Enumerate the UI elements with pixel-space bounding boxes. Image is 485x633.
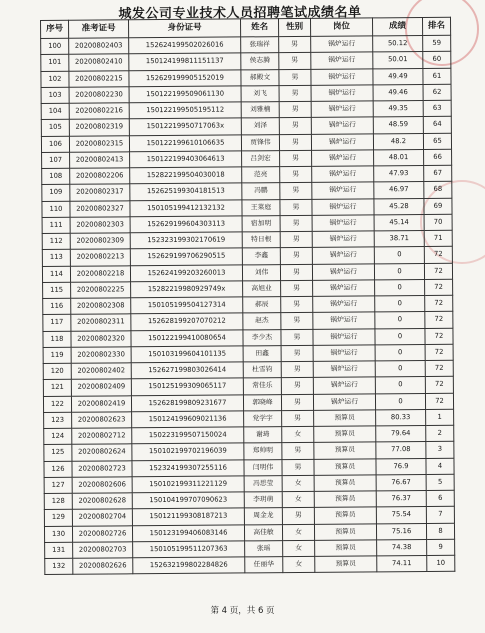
row-rank: 72 (424, 247, 452, 263)
row-exam-number: 20200802402 (71, 363, 131, 380)
row-post: 锅炉运行 (313, 312, 375, 329)
row-rank: 6 (426, 490, 454, 506)
row-name: 吕剑宏 (242, 150, 280, 167)
row-seq: 132 (45, 558, 73, 574)
row-exam-number: 20200802311 (71, 314, 131, 331)
row-rank: 8 (426, 523, 454, 539)
row-exam-number: 20200802413 (70, 152, 130, 169)
row-gender: 男 (281, 280, 313, 297)
row-gender: 男 (281, 313, 313, 330)
row-id-number: 152628199809231677 (131, 394, 243, 411)
row-id-number: 150124199811151137 (129, 53, 241, 70)
row-name: 范亮 (242, 167, 280, 184)
row-rank: 72 (425, 360, 453, 376)
row-gender: 男 (279, 134, 311, 151)
row-gender: 男 (282, 410, 314, 427)
row-name: 王菜庭 (242, 199, 280, 216)
row-id-number: 152624199502026016 (129, 37, 241, 54)
row-gender: 男 (279, 118, 311, 135)
row-gender: 女 (282, 426, 314, 443)
row-post: 锅炉运行 (312, 231, 374, 248)
row-exam-number: 20200802726 (72, 525, 132, 542)
row-rank: 72 (425, 344, 453, 360)
row-exam-number: 20200802319 (69, 119, 129, 136)
row-gender: 男 (282, 459, 314, 476)
row-id-number: 150105199504127314 (131, 297, 243, 314)
row-name: 赵杰 (243, 313, 281, 330)
row-id-number: 152629199604303113 (130, 216, 242, 233)
row-rank: 68 (424, 182, 452, 198)
row-gender: 男 (281, 296, 313, 313)
row-score: 49.46 (373, 84, 423, 101)
row-score: 0 (375, 312, 425, 329)
row-name: 刘伟 (242, 264, 280, 281)
row-seq: 118 (43, 331, 71, 347)
row-post: 预算员 (315, 540, 377, 557)
row-exam-number: 20200802606 (72, 477, 132, 494)
row-post: 锅炉运行 (313, 393, 375, 410)
row-gender: 女 (282, 475, 314, 492)
row-score: 49.35 (373, 100, 423, 117)
row-seq: 125 (44, 445, 72, 461)
row-id-number: 15282219980929749x (131, 281, 243, 298)
row-score: 76.9 (376, 458, 426, 475)
row-score: 76.67 (376, 474, 426, 491)
row-seq: 126 (44, 461, 72, 477)
row-post: 预算员 (314, 475, 376, 492)
row-score: 75.16 (376, 523, 426, 540)
row-seq: 109 (42, 185, 70, 201)
row-rank: 72 (425, 295, 453, 311)
row-id-number: 150103199604101135 (131, 346, 243, 363)
row-exam-number: 20200802215 (69, 70, 129, 87)
row-post: 预算员 (314, 507, 376, 524)
row-post: 锅炉运行 (312, 166, 374, 183)
row-seq: 112 (42, 233, 70, 249)
row-post: 锅炉运行 (311, 52, 373, 69)
row-post: 锅炉运行 (312, 198, 374, 215)
row-name: 李少杰 (243, 329, 281, 346)
row-name: 高旭业 (243, 280, 281, 297)
row-post: 锅炉运行 (311, 36, 373, 53)
row-id-number: 150104199707090623 (132, 492, 244, 509)
row-name: 刘飞 (241, 85, 279, 102)
row-score: 79.64 (376, 425, 426, 442)
row-id-number: 150223199507150024 (132, 427, 244, 444)
row-seq: 104 (41, 103, 69, 119)
row-score: 74.11 (377, 555, 427, 572)
row-rank: 1 (426, 409, 454, 425)
row-name: 郭晓峰 (243, 394, 281, 411)
row-name: 刘泽 (241, 118, 279, 135)
table-row (45, 555, 455, 574)
header-name: 姓名 (240, 19, 278, 37)
row-id-number: 150105199412132132 (130, 199, 242, 216)
row-seq: 119 (43, 347, 71, 363)
row-exam-number: 20200802216 (69, 103, 129, 120)
row-rank: 72 (425, 312, 453, 328)
row-exam-number: 20200802628 (72, 493, 132, 510)
row-exam-number: 20200802225 (71, 282, 131, 299)
row-seq: 117 (43, 315, 71, 331)
row-gender: 男 (282, 443, 314, 460)
row-gender: 男 (281, 394, 313, 411)
row-seq: 110 (42, 201, 70, 217)
row-name: 谢琦 (244, 427, 282, 444)
row-score: 0 (375, 295, 425, 312)
row-seq: 116 (43, 298, 71, 314)
row-name: 张瑶 (245, 540, 283, 557)
row-gender: 女 (283, 540, 315, 557)
row-id-number: 150122199610106635 (129, 134, 241, 151)
score-table (40, 17, 455, 575)
row-seq: 124 (44, 428, 72, 444)
row-id-number: 150125199309065117 (131, 378, 243, 395)
row-rank: 72 (425, 279, 453, 295)
row-rank: 63 (423, 100, 451, 116)
row-seq: 103 (41, 87, 69, 103)
row-post: 预算员 (314, 491, 376, 508)
row-score: 74.38 (377, 539, 427, 556)
row-seq: 111 (42, 217, 70, 233)
row-name: 李鑫 (242, 248, 280, 265)
row-score: 50.12 (373, 35, 423, 52)
row-gender: 男 (279, 53, 311, 70)
row-post: 锅炉运行 (313, 361, 375, 378)
row-post: 锅炉运行 (311, 133, 373, 150)
row-id-number: 150123199406083146 (132, 524, 244, 541)
row-name: 郝殿文 (241, 69, 279, 86)
row-id-number: 152822199504030018 (130, 167, 242, 184)
row-score: 80.33 (376, 409, 426, 426)
row-post: 锅炉运行 (313, 345, 375, 362)
row-rank: 69 (424, 198, 452, 214)
row-score: 0 (375, 279, 425, 296)
row-name: 闫明伟 (244, 459, 282, 476)
row-gender: 男 (281, 361, 313, 378)
row-gender: 女 (283, 556, 315, 573)
row-gender: 男 (279, 69, 311, 86)
row-score: 75.54 (376, 507, 426, 524)
row-id-number: 150122199505195112 (129, 102, 241, 119)
row-id-number: 150105199511207363 (133, 541, 245, 558)
row-rank: 66 (424, 149, 452, 165)
row-gender: 男 (280, 231, 312, 248)
row-seq: 128 (44, 493, 72, 509)
row-score: 0 (375, 328, 425, 345)
row-exam-number: 20200802624 (72, 444, 132, 461)
row-post: 预算员 (314, 442, 376, 459)
row-id-number: 152323199302170619 (130, 232, 242, 249)
header-seq: 序号 (41, 20, 69, 38)
row-score: 0 (375, 344, 425, 361)
row-post: 预算员 (315, 556, 377, 573)
row-score: 47.93 (374, 165, 424, 182)
row-id-number: 152625199304181513 (130, 183, 242, 200)
row-name: 刘雅楠 (241, 102, 279, 119)
row-post: 锅炉运行 (312, 150, 374, 167)
row-post: 锅炉运行 (313, 280, 375, 297)
row-seq: 114 (42, 266, 70, 282)
row-id-number: 152627199803026414 (131, 362, 243, 379)
row-name: 郝辰 (243, 297, 281, 314)
row-rank: 61 (423, 68, 451, 84)
row-gender: 男 (281, 378, 313, 395)
row-exam-number: 20200802403 (69, 38, 129, 55)
row-score: 48.01 (374, 149, 424, 166)
row-score: 0 (375, 377, 425, 394)
row-exam-number: 20200802419 (71, 395, 131, 412)
page-footer: 第 4 页，共 6 页 (210, 606, 275, 616)
row-gender: 女 (282, 524, 314, 541)
row-gender: 男 (279, 101, 311, 118)
row-rank: 62 (423, 84, 451, 100)
row-gender: 女 (282, 491, 314, 508)
header-id-number: 身份证号 (129, 19, 241, 38)
row-score: 0 (375, 393, 425, 410)
row-name: 田鑫 (243, 345, 281, 362)
row-score: 0 (374, 263, 424, 280)
row-id-number: 150121199308187213 (132, 508, 244, 525)
row-name: 李玥萌 (244, 492, 282, 509)
row-exam-number: 20200802213 (70, 249, 130, 266)
row-id-number: 15012219950717063x (129, 118, 241, 135)
row-id-number: 150122199509061130 (129, 86, 241, 103)
row-rank: 4 (426, 458, 454, 474)
row-id-number: 150122199410080654 (131, 329, 243, 346)
row-exam-number: 20200802230 (69, 87, 129, 104)
row-post: 锅炉运行 (311, 117, 373, 134)
row-seq: 101 (41, 55, 69, 71)
row-exam-number: 20200802303 (70, 217, 130, 234)
row-seq: 105 (41, 120, 69, 136)
row-exam-number: 20200802626 (73, 558, 133, 575)
row-name: 周金龙 (244, 508, 282, 525)
row-gender: 男 (281, 345, 313, 362)
row-name: 冯思莹 (244, 475, 282, 492)
row-seq: 107 (42, 152, 70, 168)
row-seq: 130 (44, 526, 72, 542)
row-score: 46.97 (374, 182, 424, 199)
row-post: 锅炉运行 (313, 296, 375, 313)
row-post: 锅炉运行 (312, 215, 374, 232)
row-score: 45.28 (374, 198, 424, 215)
row-id-number: 152628199207070212 (131, 313, 243, 330)
row-id-number: 152624199203260013 (130, 264, 242, 281)
row-exam-number: 20200802704 (72, 509, 132, 526)
row-id-number: 152324199307255116 (132, 459, 244, 476)
row-name: 任丽华 (245, 557, 283, 574)
row-post: 预算员 (314, 458, 376, 475)
row-seq: 122 (43, 396, 71, 412)
row-score: 77.08 (376, 442, 426, 459)
row-seq: 131 (45, 542, 73, 558)
row-id-number: 152632199802284826 (133, 557, 245, 574)
row-rank: 65 (423, 133, 451, 149)
row-name: 特日根 (242, 232, 280, 249)
row-rank: 2 (426, 425, 454, 441)
row-seq: 108 (42, 168, 70, 184)
row-name: 张瑞祥 (241, 37, 279, 54)
row-gender: 男 (280, 248, 312, 265)
row-name: 宿加明 (242, 215, 280, 232)
row-rank: 9 (427, 539, 455, 555)
row-post: 锅炉运行 (313, 377, 375, 394)
row-rank: 3 (426, 442, 454, 458)
row-post: 锅炉运行 (312, 182, 374, 199)
row-seq: 115 (43, 282, 71, 298)
row-seq: 129 (44, 510, 72, 526)
row-post: 锅炉运行 (311, 101, 373, 118)
row-seq: 106 (41, 136, 69, 152)
row-rank: 67 (424, 165, 452, 181)
row-rank: 72 (425, 393, 453, 409)
header-score: 成绩 (372, 17, 422, 35)
row-post: 锅炉运行 (312, 247, 374, 264)
row-exam-number: 20200802218 (70, 265, 130, 282)
row-exam-number: 20200802723 (72, 460, 132, 477)
header-rank: 排名 (422, 17, 450, 35)
header-post: 岗位 (310, 18, 372, 36)
row-score: 50.01 (373, 52, 423, 69)
row-rank: 70 (424, 214, 452, 230)
row-seq: 100 (41, 38, 69, 54)
row-post: 锅炉运行 (311, 85, 373, 102)
row-rank: 60 (423, 52, 451, 68)
row-score: 0 (375, 360, 425, 377)
row-rank: 72 (424, 263, 452, 279)
row-id-number: 150124199609021136 (132, 411, 244, 428)
row-exam-number: 20200802712 (72, 428, 132, 445)
row-gender: 男 (280, 183, 312, 200)
row-score: 76.37 (376, 490, 426, 507)
row-exam-number: 20200802410 (69, 54, 129, 71)
row-seq: 127 (44, 477, 72, 493)
row-gender: 男 (280, 215, 312, 232)
row-id-number: 150102199702196039 (132, 443, 244, 460)
row-rank: 72 (425, 328, 453, 344)
row-id-number: 152629199706290515 (130, 248, 242, 265)
row-gender: 男 (280, 199, 312, 216)
row-exam-number: 20200802623 (72, 412, 132, 429)
row-post: 锅炉运行 (311, 68, 373, 85)
row-name: 杜雪钧 (243, 362, 281, 379)
row-id-number: 150102199311221129 (132, 476, 244, 493)
row-name: 党学宇 (244, 410, 282, 427)
row-seq: 102 (41, 71, 69, 87)
row-post: 锅炉运行 (312, 263, 374, 280)
row-name: 高佳敏 (244, 524, 282, 541)
row-rank: 64 (423, 117, 451, 133)
row-post: 预算员 (314, 426, 376, 443)
row-post: 预算员 (314, 410, 376, 427)
row-score: 0 (374, 247, 424, 264)
row-id-number: 150122199403064613 (130, 151, 242, 168)
row-score: 48.59 (373, 117, 423, 134)
row-exam-number: 20200802703 (73, 542, 133, 559)
row-post: 预算员 (314, 523, 376, 540)
row-gender: 男 (281, 329, 313, 346)
row-gender: 男 (279, 36, 311, 53)
row-exam-number: 20200802327 (70, 200, 130, 217)
row-name: 贾锋伟 (241, 134, 279, 151)
row-gender: 男 (280, 166, 312, 183)
row-seq: 123 (44, 412, 72, 428)
row-seq: 121 (43, 380, 71, 396)
row-score: 48.2 (373, 133, 423, 150)
row-exam-number: 20200802320 (71, 330, 131, 347)
row-exam-number: 20200802330 (71, 347, 131, 364)
row-name: 郑帅明 (244, 443, 282, 460)
row-gender: 男 (279, 85, 311, 102)
row-gender: 男 (280, 150, 312, 167)
row-exam-number: 20200802317 (70, 184, 130, 201)
row-seq: 113 (42, 250, 70, 266)
row-exam-number: 20200802315 (69, 135, 129, 152)
row-name: 常佳乐 (243, 378, 281, 395)
row-exam-number: 20200802409 (71, 379, 131, 396)
row-exam-number: 20200802309 (70, 233, 130, 250)
row-score: 38.71 (374, 230, 424, 247)
header-exam-number: 准考证号 (69, 20, 129, 38)
row-rank: 71 (424, 230, 452, 246)
row-post: 锅炉运行 (313, 328, 375, 345)
row-gender: 男 (280, 264, 312, 281)
document-title: 城发公司专业技术人员招聘笔试成绩名单 (118, 5, 362, 22)
row-exam-number: 20200802308 (71, 298, 131, 315)
row-name: 冯鹏 (242, 183, 280, 200)
row-score: 49.49 (373, 68, 423, 85)
row-rank: 59 (423, 35, 451, 51)
row-rank: 7 (426, 507, 454, 523)
row-rank: 10 (427, 555, 455, 571)
row-rank: 72 (425, 377, 453, 393)
row-gender: 男 (282, 508, 314, 525)
row-score: 45.14 (374, 214, 424, 231)
header-gender: 性别 (278, 18, 310, 36)
row-seq: 120 (43, 363, 71, 379)
row-rank: 5 (426, 474, 454, 490)
row-id-number: 152629199905152019 (129, 69, 241, 86)
row-exam-number: 20200802206 (70, 168, 130, 185)
row-name: 侯志腾 (241, 53, 279, 70)
